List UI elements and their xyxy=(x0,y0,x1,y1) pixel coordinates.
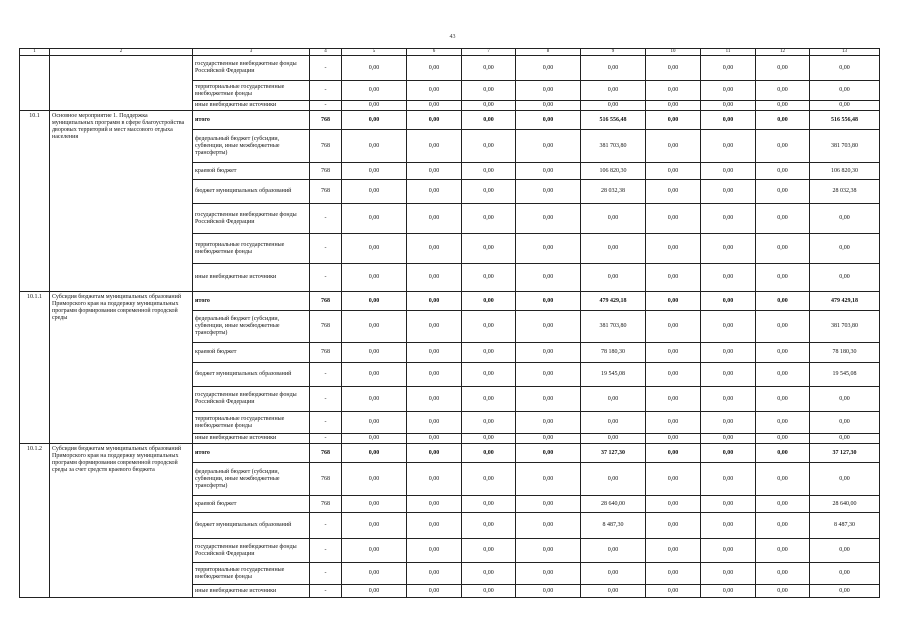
amount-cell: 0,00 xyxy=(407,111,462,130)
amount-cell: 0,00 xyxy=(581,56,646,81)
amount-cell: 37 127,30 xyxy=(810,444,880,463)
grbs-code-cell: - xyxy=(310,56,342,81)
column-number-cell: 8 xyxy=(516,49,581,56)
amount-cell: 0,00 xyxy=(701,163,756,180)
amount-cell: 0,00 xyxy=(462,180,516,204)
amount-cell: 0,00 xyxy=(756,444,810,463)
amount-cell: 0,00 xyxy=(756,81,810,101)
funding-source-cell: иные внебюджетные источники xyxy=(193,585,310,598)
amount-cell: 0,00 xyxy=(342,434,407,444)
amount-cell: 0,00 xyxy=(462,412,516,434)
amount-cell: 0,00 xyxy=(342,387,407,412)
amount-cell: 0,00 xyxy=(646,311,701,343)
amount-cell: 0,00 xyxy=(701,292,756,311)
funding-source-cell: государственные внебюджетные фонды Российской Федерации xyxy=(193,539,310,563)
amount-cell: 0,00 xyxy=(701,363,756,387)
amount-cell: 0,00 xyxy=(581,81,646,101)
amount-cell: 0,00 xyxy=(646,343,701,363)
amount-cell: 0,00 xyxy=(756,363,810,387)
amount-cell: 0,00 xyxy=(342,412,407,434)
grbs-code-cell: 768 xyxy=(310,180,342,204)
column-number-cell: 9 xyxy=(581,49,646,56)
amount-cell: 0,00 xyxy=(646,56,701,81)
amount-cell: 0,00 xyxy=(407,130,462,163)
amount-cell: 0,00 xyxy=(756,496,810,513)
amount-cell: 0,00 xyxy=(462,563,516,585)
amount-cell: 0,00 xyxy=(407,292,462,311)
amount-cell: 0,00 xyxy=(646,264,701,292)
amount-cell: 0,00 xyxy=(581,463,646,496)
amount-cell: 106 820,30 xyxy=(810,163,880,180)
amount-cell: 0,00 xyxy=(810,56,880,81)
amount-cell: 0,00 xyxy=(342,444,407,463)
amount-cell: 0,00 xyxy=(756,343,810,363)
amount-cell: 0,00 xyxy=(756,180,810,204)
amount-cell: 0,00 xyxy=(646,163,701,180)
row-code-cell: 10.1.1 xyxy=(20,292,50,444)
amount-cell: 0,00 xyxy=(462,444,516,463)
amount-cell: 0,00 xyxy=(756,292,810,311)
amount-cell: 516 556,48 xyxy=(810,111,880,130)
column-number-cell: 4 xyxy=(310,49,342,56)
amount-cell: 0,00 xyxy=(462,111,516,130)
amount-cell: 0,00 xyxy=(462,204,516,234)
funding-source-cell: иные внебюджетные источники xyxy=(193,101,310,111)
grbs-code-cell: - xyxy=(310,204,342,234)
amount-cell: 0,00 xyxy=(342,204,407,234)
amount-cell: 0,00 xyxy=(407,496,462,513)
amount-cell: 0,00 xyxy=(516,111,581,130)
amount-cell: 0,00 xyxy=(342,311,407,343)
amount-cell: 0,00 xyxy=(581,412,646,434)
amount-cell: 0,00 xyxy=(810,101,880,111)
funding-source-cell: иные внебюджетные источники xyxy=(193,264,310,292)
amount-cell: 0,00 xyxy=(701,563,756,585)
amount-cell: 0,00 xyxy=(701,264,756,292)
amount-cell: 0,00 xyxy=(407,513,462,539)
amount-cell: 106 820,30 xyxy=(581,163,646,180)
amount-cell: 0,00 xyxy=(516,496,581,513)
amount-cell: 0,00 xyxy=(701,434,756,444)
column-number-cell: 3 xyxy=(193,49,310,56)
amount-cell: 381 703,80 xyxy=(810,311,880,343)
amount-cell: 0,00 xyxy=(581,204,646,234)
column-number-cell: 10 xyxy=(646,49,701,56)
column-number-cell: 12 xyxy=(756,49,810,56)
column-number-cell: 5 xyxy=(342,49,407,56)
amount-cell: 0,00 xyxy=(646,434,701,444)
amount-cell: 0,00 xyxy=(701,234,756,264)
row-code-cell: 10.1.2 xyxy=(20,444,50,598)
amount-cell: 0,00 xyxy=(646,204,701,234)
amount-cell: 0,00 xyxy=(756,204,810,234)
amount-cell: 0,00 xyxy=(516,412,581,434)
amount-cell: 0,00 xyxy=(581,585,646,598)
amount-cell: 0,00 xyxy=(646,292,701,311)
amount-cell: 0,00 xyxy=(462,163,516,180)
grbs-code-cell: - xyxy=(310,585,342,598)
column-number-row xyxy=(20,49,880,56)
amount-cell: 0,00 xyxy=(646,101,701,111)
amount-cell: 0,00 xyxy=(810,387,880,412)
amount-cell: 0,00 xyxy=(462,292,516,311)
amount-cell: 0,00 xyxy=(581,264,646,292)
row-code-cell: 10.1 xyxy=(20,111,50,292)
amount-cell: 0,00 xyxy=(407,412,462,434)
amount-cell: 0,00 xyxy=(756,513,810,539)
table-row xyxy=(20,292,880,311)
amount-cell: 0,00 xyxy=(407,363,462,387)
amount-cell: 0,00 xyxy=(581,101,646,111)
amount-cell: 0,00 xyxy=(516,563,581,585)
amount-cell: 0,00 xyxy=(462,434,516,444)
amount-cell: 0,00 xyxy=(646,585,701,598)
amount-cell: 0,00 xyxy=(516,292,581,311)
grbs-code-cell: - xyxy=(310,513,342,539)
funding-source-cell: итого xyxy=(193,292,310,311)
amount-cell: 0,00 xyxy=(407,434,462,444)
row-name-cell: Субсидия бюджетам муниципальных образований Приморского края на поддержку муниципальных программ формирования современной городской среды xyxy=(50,292,193,444)
amount-cell: 0,00 xyxy=(701,56,756,81)
amount-cell: 0,00 xyxy=(516,311,581,343)
amount-cell: 0,00 xyxy=(810,204,880,234)
amount-cell: 0,00 xyxy=(462,585,516,598)
amount-cell: 0,00 xyxy=(701,463,756,496)
amount-cell: 0,00 xyxy=(646,463,701,496)
amount-cell: 0,00 xyxy=(407,585,462,598)
amount-cell: 0,00 xyxy=(407,563,462,585)
amount-cell: 0,00 xyxy=(581,539,646,563)
row-name-cell xyxy=(50,56,193,111)
amount-cell: 0,00 xyxy=(701,539,756,563)
amount-cell: 0,00 xyxy=(756,412,810,434)
table-row xyxy=(20,444,880,463)
amount-cell: 0,00 xyxy=(516,130,581,163)
amount-cell: 0,00 xyxy=(701,130,756,163)
amount-cell: 0,00 xyxy=(756,434,810,444)
amount-cell: 0,00 xyxy=(462,264,516,292)
amount-cell: 8 487,30 xyxy=(581,513,646,539)
grbs-code-cell: - xyxy=(310,264,342,292)
amount-cell: 0,00 xyxy=(462,539,516,563)
amount-cell: 0,00 xyxy=(342,585,407,598)
amount-cell: 28 032,38 xyxy=(581,180,646,204)
amount-cell: 0,00 xyxy=(810,585,880,598)
amount-cell: 0,00 xyxy=(407,539,462,563)
amount-cell: 0,00 xyxy=(516,539,581,563)
grbs-code-cell: 768 xyxy=(310,311,342,343)
amount-cell: 0,00 xyxy=(646,111,701,130)
amount-cell: 0,00 xyxy=(462,496,516,513)
funding-source-cell: итого xyxy=(193,444,310,463)
column-number-cell: 2 xyxy=(50,49,193,56)
amount-cell: 0,00 xyxy=(462,513,516,539)
amount-cell: 0,00 xyxy=(756,387,810,412)
amount-cell: 479 429,18 xyxy=(810,292,880,311)
amount-cell: 0,00 xyxy=(810,563,880,585)
grbs-code-cell: 768 xyxy=(310,292,342,311)
amount-cell: 0,00 xyxy=(342,234,407,264)
amount-cell: 0,00 xyxy=(646,130,701,163)
amount-cell: 0,00 xyxy=(810,81,880,101)
amount-cell: 0,00 xyxy=(516,204,581,234)
amount-cell: 0,00 xyxy=(646,496,701,513)
amount-cell: 0,00 xyxy=(342,292,407,311)
amount-cell: 0,00 xyxy=(407,343,462,363)
funding-source-cell: территориальные государственные внебюджетные фонды xyxy=(193,234,310,264)
amount-cell: 0,00 xyxy=(701,343,756,363)
amount-cell: 0,00 xyxy=(646,513,701,539)
amount-cell: 0,00 xyxy=(756,163,810,180)
funding-source-cell: территориальные государственные внебюджетные фонды xyxy=(193,81,310,101)
amount-cell: 0,00 xyxy=(810,434,880,444)
amount-cell: 0,00 xyxy=(516,56,581,81)
amount-cell: 0,00 xyxy=(701,513,756,539)
amount-cell: 0,00 xyxy=(342,180,407,204)
row-name-cell: Основное мероприятие 1. Поддержка муниципальных программ в сфере благоустройства дворовых территорий и мест массового отдыха населения xyxy=(50,111,193,292)
amount-cell: 19 545,08 xyxy=(581,363,646,387)
amount-cell: 0,00 xyxy=(407,234,462,264)
amount-cell: 0,00 xyxy=(756,311,810,343)
amount-cell: 479 429,18 xyxy=(581,292,646,311)
grbs-code-cell: 768 xyxy=(310,496,342,513)
amount-cell: 0,00 xyxy=(756,563,810,585)
amount-cell: 0,00 xyxy=(516,363,581,387)
amount-cell: 0,00 xyxy=(462,363,516,387)
amount-cell: 0,00 xyxy=(581,563,646,585)
amount-cell: 0,00 xyxy=(756,463,810,496)
amount-cell: 19 545,08 xyxy=(810,363,880,387)
amount-cell: 0,00 xyxy=(756,264,810,292)
grbs-code-cell: 768 xyxy=(310,130,342,163)
grbs-code-cell: 768 xyxy=(310,463,342,496)
amount-cell: 0,00 xyxy=(342,496,407,513)
grbs-code-cell: 768 xyxy=(310,444,342,463)
funding-source-cell: государственные внебюджетные фонды Российской Федерации xyxy=(193,387,310,412)
amount-cell: 0,00 xyxy=(701,444,756,463)
amount-cell: 0,00 xyxy=(756,130,810,163)
amount-cell: 0,00 xyxy=(756,539,810,563)
amount-cell: 381 703,80 xyxy=(810,130,880,163)
amount-cell: 0,00 xyxy=(701,204,756,234)
grbs-code-cell: - xyxy=(310,387,342,412)
amount-cell: 0,00 xyxy=(516,101,581,111)
budget-table xyxy=(19,48,880,598)
amount-cell: 381 703,80 xyxy=(581,311,646,343)
funding-source-cell: территориальные государственные внебюджетные фонды xyxy=(193,412,310,434)
amount-cell: 0,00 xyxy=(516,264,581,292)
amount-cell: 0,00 xyxy=(462,130,516,163)
amount-cell: 0,00 xyxy=(581,387,646,412)
amount-cell: 0,00 xyxy=(516,387,581,412)
page-number: 43 xyxy=(449,34,456,40)
amount-cell: 0,00 xyxy=(342,56,407,81)
amount-cell: 0,00 xyxy=(342,101,407,111)
amount-cell: 0,00 xyxy=(516,463,581,496)
amount-cell: 78 180,30 xyxy=(810,343,880,363)
column-number-cell: 11 xyxy=(701,49,756,56)
amount-cell: 0,00 xyxy=(342,539,407,563)
amount-cell: 0,00 xyxy=(462,56,516,81)
amount-cell: 0,00 xyxy=(701,412,756,434)
amount-cell: 0,00 xyxy=(756,111,810,130)
amount-cell: 0,00 xyxy=(701,585,756,598)
funding-source-cell: федеральный бюджет (субсидии, субвенции, иные межбюджетные трансферты) xyxy=(193,130,310,163)
funding-source-cell: государственные внебюджетные фонды Российской Федерации xyxy=(193,56,310,81)
amount-cell: 0,00 xyxy=(756,234,810,264)
amount-cell: 28 640,00 xyxy=(810,496,880,513)
amount-cell: 0,00 xyxy=(407,56,462,81)
column-number-cell: 7 xyxy=(462,49,516,56)
grbs-code-cell: - xyxy=(310,412,342,434)
amount-cell: 0,00 xyxy=(342,111,407,130)
amount-cell: 0,00 xyxy=(407,101,462,111)
funding-source-cell: итого xyxy=(193,111,310,130)
grbs-code-cell: 768 xyxy=(310,343,342,363)
grbs-code-cell: - xyxy=(310,434,342,444)
amount-cell: 0,00 xyxy=(516,434,581,444)
column-number-cell: 1 xyxy=(20,49,50,56)
amount-cell: 0,00 xyxy=(407,204,462,234)
grbs-code-cell: - xyxy=(310,81,342,101)
amount-cell: 0,00 xyxy=(407,463,462,496)
amount-cell: 0,00 xyxy=(701,111,756,130)
amount-cell: 28 032,38 xyxy=(810,180,880,204)
amount-cell: 0,00 xyxy=(407,444,462,463)
amount-cell: 0,00 xyxy=(407,180,462,204)
grbs-code-cell: - xyxy=(310,234,342,264)
amount-cell: 381 703,80 xyxy=(581,130,646,163)
amount-cell: 0,00 xyxy=(516,163,581,180)
amount-cell: 0,00 xyxy=(342,163,407,180)
amount-cell: 0,00 xyxy=(462,387,516,412)
amount-cell: 0,00 xyxy=(581,234,646,264)
grbs-code-cell: - xyxy=(310,101,342,111)
amount-cell: 0,00 xyxy=(407,387,462,412)
amount-cell: 0,00 xyxy=(516,234,581,264)
row-code-cell xyxy=(20,56,50,111)
amount-cell: 0,00 xyxy=(810,412,880,434)
funding-source-cell: бюджет муниципальных образований xyxy=(193,180,310,204)
funding-source-cell: иные внебюджетные источники xyxy=(193,434,310,444)
funding-source-cell: краевой бюджет xyxy=(193,163,310,180)
amount-cell: 0,00 xyxy=(701,496,756,513)
amount-cell: 0,00 xyxy=(646,539,701,563)
amount-cell: 0,00 xyxy=(810,264,880,292)
amount-cell: 0,00 xyxy=(810,463,880,496)
funding-source-cell: федеральный бюджет (субсидии, субвенции, иные межбюджетные трансферты) xyxy=(193,311,310,343)
amount-cell: 0,00 xyxy=(646,563,701,585)
funding-source-cell: краевой бюджет xyxy=(193,343,310,363)
amount-cell: 0,00 xyxy=(516,343,581,363)
amount-cell: 0,00 xyxy=(701,81,756,101)
amount-cell: 0,00 xyxy=(342,264,407,292)
amount-cell: 0,00 xyxy=(646,363,701,387)
column-number-cell: 6 xyxy=(407,49,462,56)
amount-cell: 0,00 xyxy=(342,130,407,163)
amount-cell: 0,00 xyxy=(701,387,756,412)
amount-cell: 0,00 xyxy=(516,180,581,204)
amount-cell: 0,00 xyxy=(516,81,581,101)
amount-cell: 0,00 xyxy=(462,463,516,496)
amount-cell: 0,00 xyxy=(756,101,810,111)
amount-cell: 8 487,30 xyxy=(810,513,880,539)
funding-source-cell: государственные внебюджетные фонды Российской Федерации xyxy=(193,204,310,234)
amount-cell: 0,00 xyxy=(462,234,516,264)
amount-cell: 0,00 xyxy=(646,81,701,101)
amount-cell: 0,00 xyxy=(462,81,516,101)
amount-cell: 0,00 xyxy=(407,81,462,101)
amount-cell: 0,00 xyxy=(516,444,581,463)
grbs-code-cell: 768 xyxy=(310,163,342,180)
table-row xyxy=(20,56,880,81)
row-name-cell: Субсидия бюджетам муниципальных образований Приморского края на поддержку муниципальных программ формирования современной городской среды за счет средств краевого бюджета xyxy=(50,444,193,598)
amount-cell: 0,00 xyxy=(342,363,407,387)
amount-cell: 0,00 xyxy=(407,311,462,343)
amount-cell: 0,00 xyxy=(342,343,407,363)
grbs-code-cell: 768 xyxy=(310,111,342,130)
amount-cell: 0,00 xyxy=(646,444,701,463)
column-number-cell: 13 xyxy=(810,49,880,56)
amount-cell: 0,00 xyxy=(810,539,880,563)
funding-source-cell: территориальные государственные внебюджетные фонды xyxy=(193,563,310,585)
amount-cell: 28 640,00 xyxy=(581,496,646,513)
amount-cell: 37 127,30 xyxy=(581,444,646,463)
funding-source-cell: федеральный бюджет (субсидии, субвенции, иные межбюджетные трансферты) xyxy=(193,463,310,496)
amount-cell: 0,00 xyxy=(701,311,756,343)
grbs-code-cell: - xyxy=(310,563,342,585)
amount-cell: 516 556,48 xyxy=(581,111,646,130)
amount-cell: 0,00 xyxy=(462,311,516,343)
amount-cell: 0,00 xyxy=(810,234,880,264)
amount-cell: 0,00 xyxy=(701,101,756,111)
grbs-code-cell: - xyxy=(310,539,342,563)
amount-cell: 0,00 xyxy=(581,434,646,444)
amount-cell: 0,00 xyxy=(342,513,407,539)
amount-cell: 0,00 xyxy=(516,513,581,539)
amount-cell: 0,00 xyxy=(462,101,516,111)
amount-cell: 0,00 xyxy=(646,412,701,434)
amount-cell: 0,00 xyxy=(646,234,701,264)
amount-cell: 0,00 xyxy=(407,264,462,292)
amount-cell: 0,00 xyxy=(646,387,701,412)
amount-cell: 0,00 xyxy=(342,563,407,585)
amount-cell: 0,00 xyxy=(756,56,810,81)
amount-cell: 0,00 xyxy=(646,180,701,204)
amount-cell: 0,00 xyxy=(342,463,407,496)
amount-cell: 78 180,30 xyxy=(581,343,646,363)
funding-source-cell: бюджет муниципальных образований xyxy=(193,513,310,539)
funding-source-cell: бюджет муниципальных образований xyxy=(193,363,310,387)
funding-source-cell: краевой бюджет xyxy=(193,496,310,513)
amount-cell: 0,00 xyxy=(342,81,407,101)
amount-cell: 0,00 xyxy=(701,180,756,204)
amount-cell: 0,00 xyxy=(462,343,516,363)
amount-cell: 0,00 xyxy=(516,585,581,598)
table-row xyxy=(20,111,880,130)
grbs-code-cell: - xyxy=(310,363,342,387)
amount-cell: 0,00 xyxy=(407,163,462,180)
amount-cell: 0,00 xyxy=(756,585,810,598)
